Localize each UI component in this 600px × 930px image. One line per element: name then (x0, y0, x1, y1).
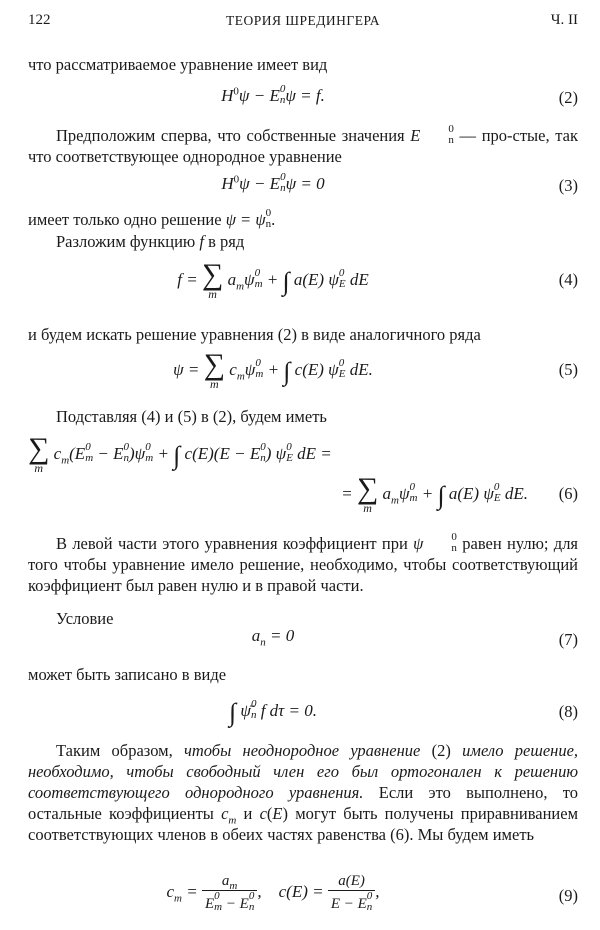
paragraph-9: может быть записано в виде (28, 665, 227, 684)
equation-9-expr: $c_m$ = $a_m$ E 0 m − E 0 n , c(E) = a(E) E − E 0 n , (166, 873, 380, 913)
page-number: 122 (28, 12, 51, 28)
paragraph-2: Предположим сперва, что собственные значения E 0 n — про-стые, так что соответствующее однородное уравнение (28, 123, 578, 166)
equation-5-expr: ψ = ∑ m $c_m\psi$ 0 m + ∫ c(E) ψ 0 E dE. (173, 348, 373, 391)
equation-3 (28, 172, 578, 202)
equation-8-expr: ∫ ψ̄ 0 n f dτ = 0. (229, 698, 317, 727)
equation-number: (5) (558, 360, 578, 379)
paragraph-4: Разложим функцию f в ряд (56, 232, 245, 251)
equation-6-line-2 (28, 472, 578, 522)
paragraph-1: что рассматриваемое уравнение имеет вид (28, 55, 328, 74)
equation-7 (28, 626, 578, 656)
equation-number: (3) (558, 176, 578, 195)
equation-3-expr: $H^0\psi - E$ 0 n ψ = 0 (221, 171, 325, 194)
paragraph-6: Подставляя (4) и (5) в (2), будем иметь (56, 407, 327, 426)
running-title: ТЕОРИЯ ШРЕДИНГЕРА (225, 13, 381, 28)
equation-8 (28, 698, 578, 728)
paragraph-5: и будем искать решение уравнения (2) в виде аналогичного ряда (28, 325, 481, 344)
equation-2 (28, 84, 578, 114)
part-label: Ч. II (550, 12, 578, 28)
equation-9 (28, 872, 578, 922)
equation-number: (8) (558, 702, 578, 721)
equation-number: (9) (558, 886, 578, 905)
equation-number: (2) (558, 88, 578, 107)
paragraph-10: Таким образом, чтобы неоднородное уравнение (2) имело решение, необходимо, чтобы свободный член его был ортогонален к решению соответствующего однородного уравнения. Если это выполнено, то остальные коэффициенты $c_m$ и c(E) могут быть получены приравниванием соответствующих членов в обеих частях равенства (6). Мы будем иметь (28, 741, 579, 844)
paragraph-3: имеет только одно решение ψ = ψ 0 n . (28, 207, 276, 230)
equation-6-expr-2: = ∑ m $a_m\psi$ 0 m + ∫ a(E) ψ 0 E dE. (341, 472, 528, 515)
equation-2-expr: $H^0\psi - E$ 0 n ψ = f. (221, 83, 325, 106)
equation-number: (7) (558, 630, 578, 649)
equation-5 (28, 348, 578, 398)
paragraph-7: В левой части этого уравнения коэффициент при ψ 0 n равен нулю; для того чтобы уравнение имело решение, необходимо, чтобы соответствующий коэффициент был равен нулю и в правой части. (28, 531, 579, 595)
equation-7-expr: $a_n = 0$ (251, 626, 295, 649)
paragraph-8: Условие (56, 609, 114, 628)
equation-4-expr: f = ∑ m $a_m\psi$ 0 m + ∫ a(E) ψ 0 E dE (177, 258, 369, 301)
running-header (28, 12, 578, 36)
equation-6-expr-1: ∑ m $c_m(E$ 0 m − E 0 n )ψ 0 m + ∫ c(E)(E − E 0 n ) ψ 0 E dE = (28, 432, 332, 475)
equation-4 (28, 258, 578, 308)
equation-number: (6) (558, 484, 578, 503)
equation-number: (4) (558, 270, 578, 289)
